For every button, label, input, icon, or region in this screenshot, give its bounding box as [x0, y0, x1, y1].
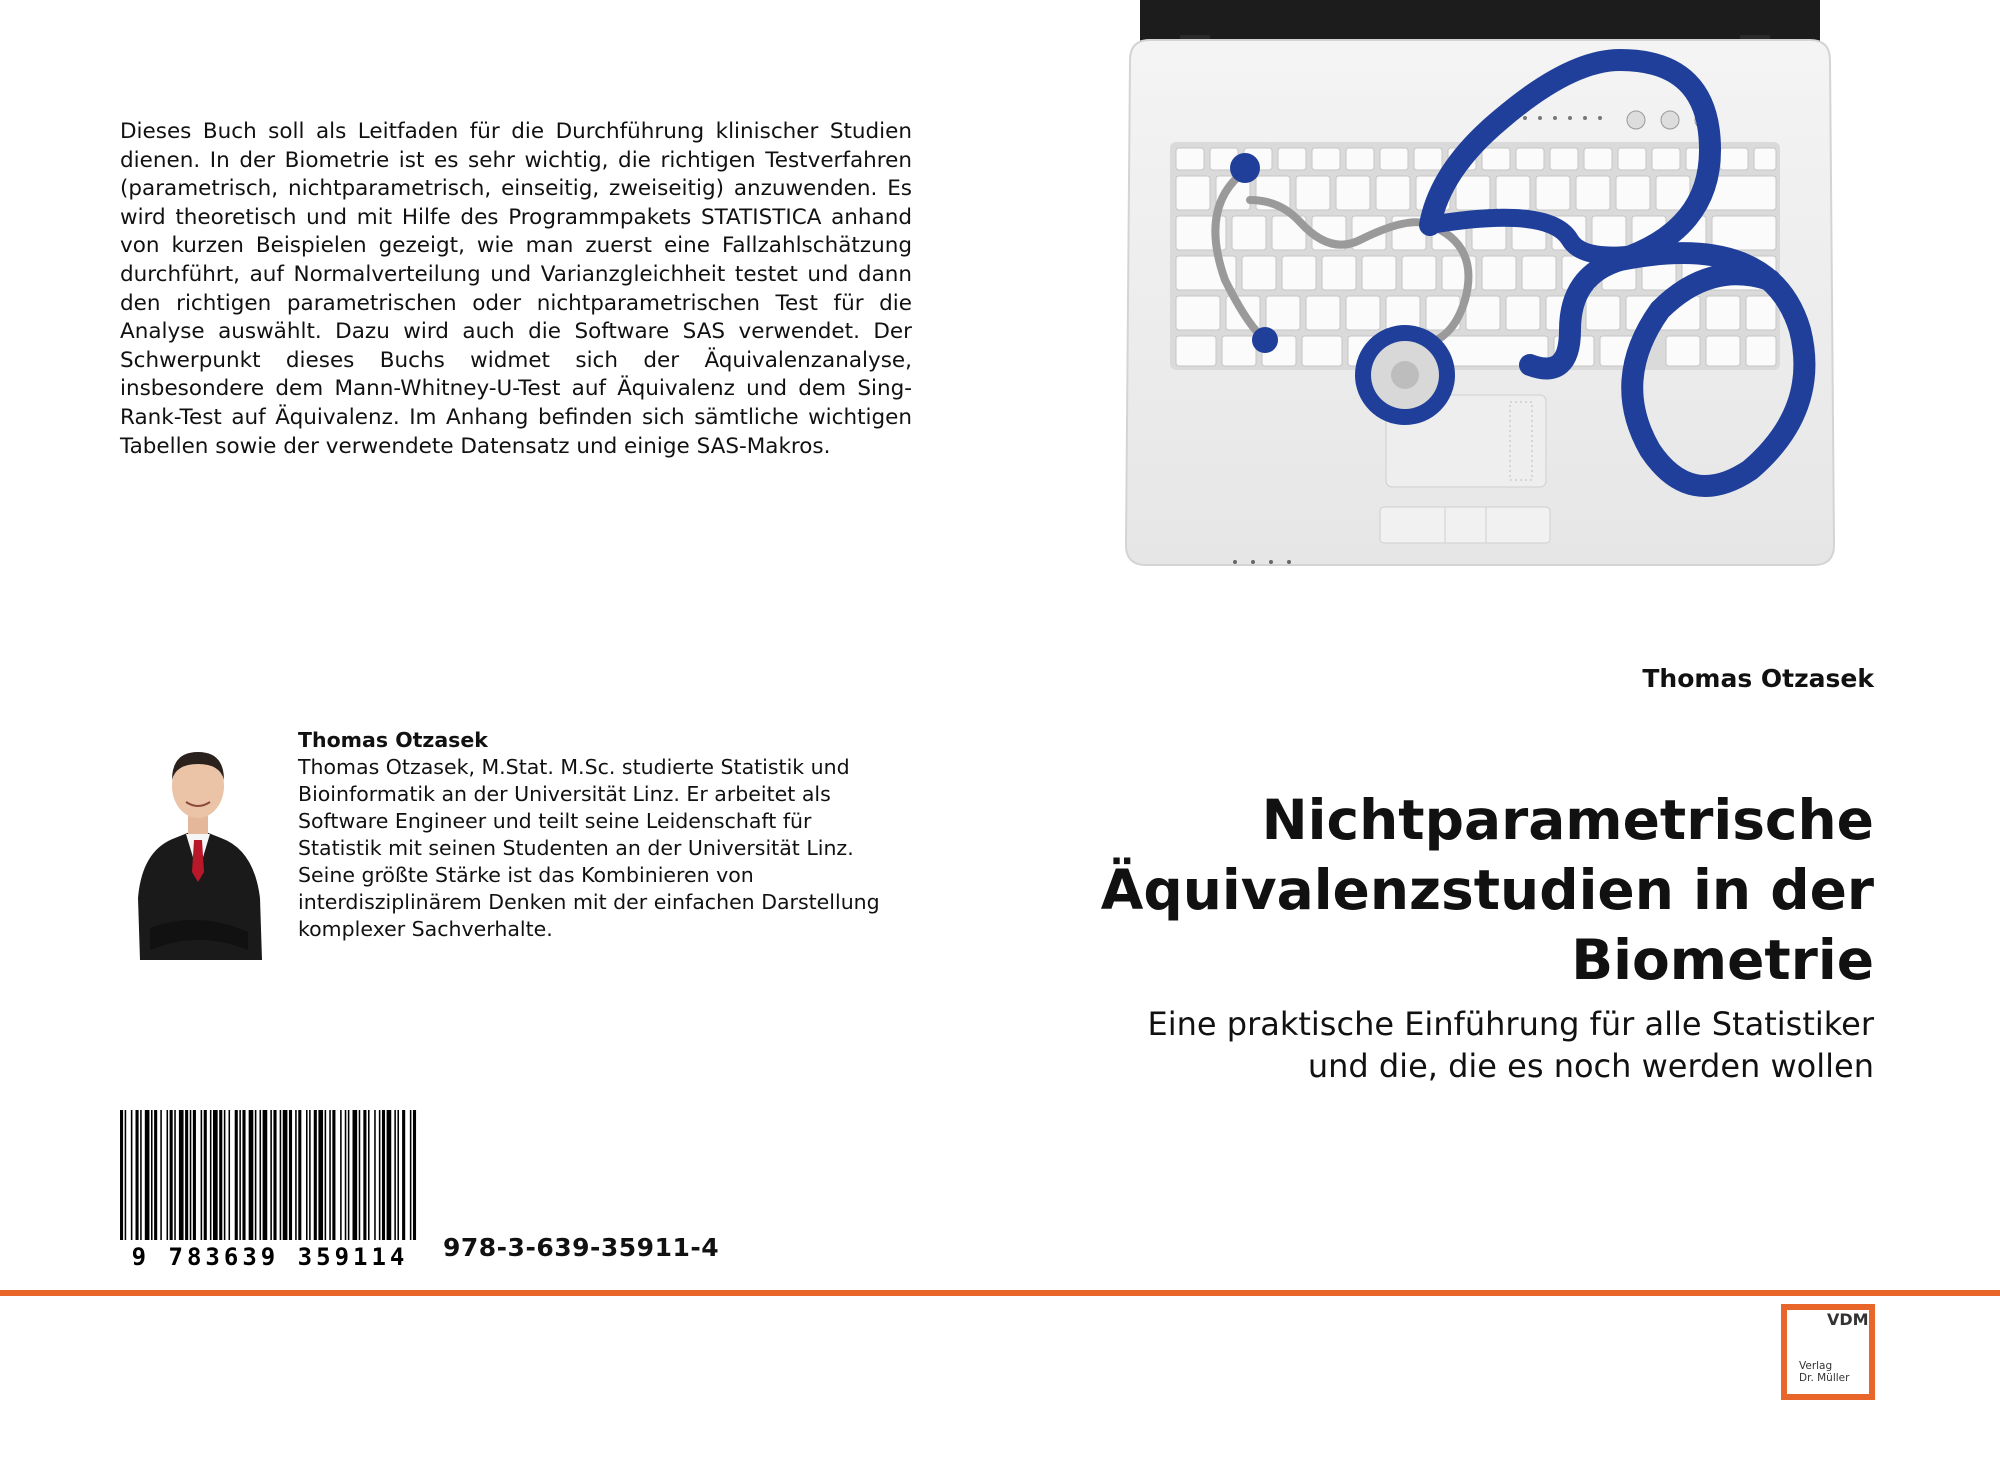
barcode-bar: [332, 1110, 335, 1240]
barcode-bar: [151, 1110, 153, 1240]
barcode-bar: [413, 1110, 416, 1240]
barcode-bar: [280, 1110, 282, 1240]
isbn-barcode: [120, 1110, 420, 1268]
barcode-bar: [145, 1110, 150, 1240]
barcode-bar: [382, 1110, 385, 1240]
barcode-bar: [235, 1110, 238, 1240]
barcode-bar: [314, 1110, 317, 1240]
barcode-bar: [174, 1110, 176, 1240]
title-line-1: Nichtparametrische: [1261, 788, 1874, 852]
logo-vdm-text: VDM: [1827, 1310, 1869, 1329]
barcode-bar: [255, 1110, 257, 1240]
barcode-bar: [325, 1110, 327, 1240]
orange-divider: [0, 1290, 2000, 1296]
barcode-bar: [125, 1110, 127, 1240]
barcode-bar: [359, 1110, 361, 1240]
book-subtitle: [1054, 1003, 1874, 1087]
book-blurb: Dieses Buch soll als Leitfaden für die Durchführung klinischer Studien dienen. In der Biometrie ist es sehr wichtig, die richtigen Testverfahren (parametrisch, nichtparametrisch, einseitig, zweiseitig) anzuwenden. Es wird theoretisch und mit Hilfe des Programmpakets STATISTICA anhand von kurzen Beispielen gezeigt, wie man zuerst eine Fallzahlschätzung durchführt, auf Normalverteilung und Varianzgleichheit testet und dann den richtigen parametrischen oder nichtparametrischen Test für die Analyse auswählt. Dazu wird auch die Software SAS verwendet. Der Schwerpunkt dieses Buchs widmet sich der Äquivalenzanalyse, insbesondere dem Mann-Whitney-U-Test auf Äquivalenz und dem Sing-Rank-Test auf Äquivalenz. Im Anhang befinden sich sämtliche wichtigen Tabellen sowie der verwendete Datensatz und einige SAS-Makros.: [120, 119, 912, 459]
book-title: [1054, 785, 1874, 995]
barcode-bar: [170, 1110, 173, 1240]
barcode-bar: [345, 1110, 347, 1240]
logo-verlag-line-2: Dr. Müller: [1799, 1372, 1850, 1384]
barcode-bar: [229, 1110, 231, 1240]
barcode-bar: [167, 1110, 169, 1240]
bio-author-name: Thomas Otzasek: [298, 728, 488, 752]
vdm-publisher-logo: [1781, 1304, 1875, 1400]
barcode-bar: [185, 1110, 188, 1240]
barcode-bar: [368, 1110, 370, 1240]
barcode-bar: [204, 1110, 207, 1240]
barcode-bar: [363, 1110, 366, 1240]
barcode-bar: [249, 1110, 254, 1240]
logo-verlag-line-1: Verlag: [1799, 1360, 1833, 1372]
barcode-bar: [136, 1110, 139, 1240]
barcode-bar: [387, 1110, 392, 1240]
barcode-bar: [213, 1110, 218, 1240]
barcode-bar: [306, 1110, 308, 1240]
barcode-bar: [397, 1110, 399, 1240]
barcode-bar: [190, 1110, 192, 1240]
barcode-bar: [283, 1110, 288, 1240]
laptop-stethoscope-photo: [1010, 0, 2000, 580]
barcode-bar: [239, 1110, 241, 1240]
title-line-2: Äquivalenzstudien in der: [1100, 858, 1874, 922]
barcode-bar: [340, 1110, 342, 1240]
barcode-bar: [210, 1110, 212, 1240]
barcode-bar: [260, 1110, 262, 1240]
barcode-bar: [353, 1110, 358, 1240]
barcode-bar: [410, 1110, 412, 1240]
subtitle-line-2: und die, die es noch werden wollen: [1307, 1047, 1874, 1085]
barcode-bar: [179, 1110, 184, 1240]
barcode-bar: [224, 1110, 226, 1240]
barcode-bar: [289, 1110, 292, 1240]
barcode-bar: [318, 1110, 323, 1240]
barcode-digits: 9 783639 359114: [131, 1243, 409, 1268]
author-bio: [298, 727, 898, 943]
barcode-bar: [394, 1110, 396, 1240]
title-line-3: Biometrie: [1571, 928, 1874, 992]
isbn-number: 978-3-639-35911-4: [443, 1233, 720, 1262]
barcode-bar: [242, 1110, 245, 1240]
barcode-bar: [201, 1110, 203, 1240]
title-block: [1054, 785, 1874, 1087]
barcode-bar: [374, 1110, 376, 1240]
barcode-bar: [295, 1110, 297, 1240]
barcode-bar: [263, 1110, 268, 1240]
barcode-bar: [273, 1110, 276, 1240]
barcode-bar: [219, 1110, 222, 1240]
barcode-bar: [131, 1110, 133, 1240]
bio-text: Thomas Otzasek, M.Stat. M.Sc. studierte Statistik und Bioinformatik an der Universität Linz. Er arbeitet als Software Engineer und teilt seine Leidenschaft für Statistik mit seinen Studenten an der Universität Linz. Seine größte Stärke ist das Kombinieren von interdisziplinärem Denken mit der einfachen Darstellung komplexer Sachverhalte.: [298, 755, 880, 941]
barcode-bar: [298, 1110, 301, 1240]
logo-verlag-text: [1799, 1360, 1849, 1384]
barcode-bar: [270, 1110, 272, 1240]
barcode-bar: [120, 1110, 123, 1240]
author-portrait: [120, 728, 276, 960]
barcode-bar: [379, 1110, 381, 1240]
barcode-bar: [193, 1110, 196, 1240]
subtitle-line-1: Eine praktische Einführung für alle Statistiker: [1147, 1005, 1874, 1043]
barcode-bar: [402, 1110, 405, 1240]
barcode-bar: [160, 1110, 162, 1240]
author-name: Thomas Otzasek: [1642, 664, 1874, 693]
barcode-bar: [348, 1110, 350, 1240]
barcode-bar: [309, 1110, 311, 1240]
barcode-bar: [154, 1110, 157, 1240]
barcode-bar: [140, 1110, 142, 1240]
barcode-bar: [329, 1110, 331, 1240]
